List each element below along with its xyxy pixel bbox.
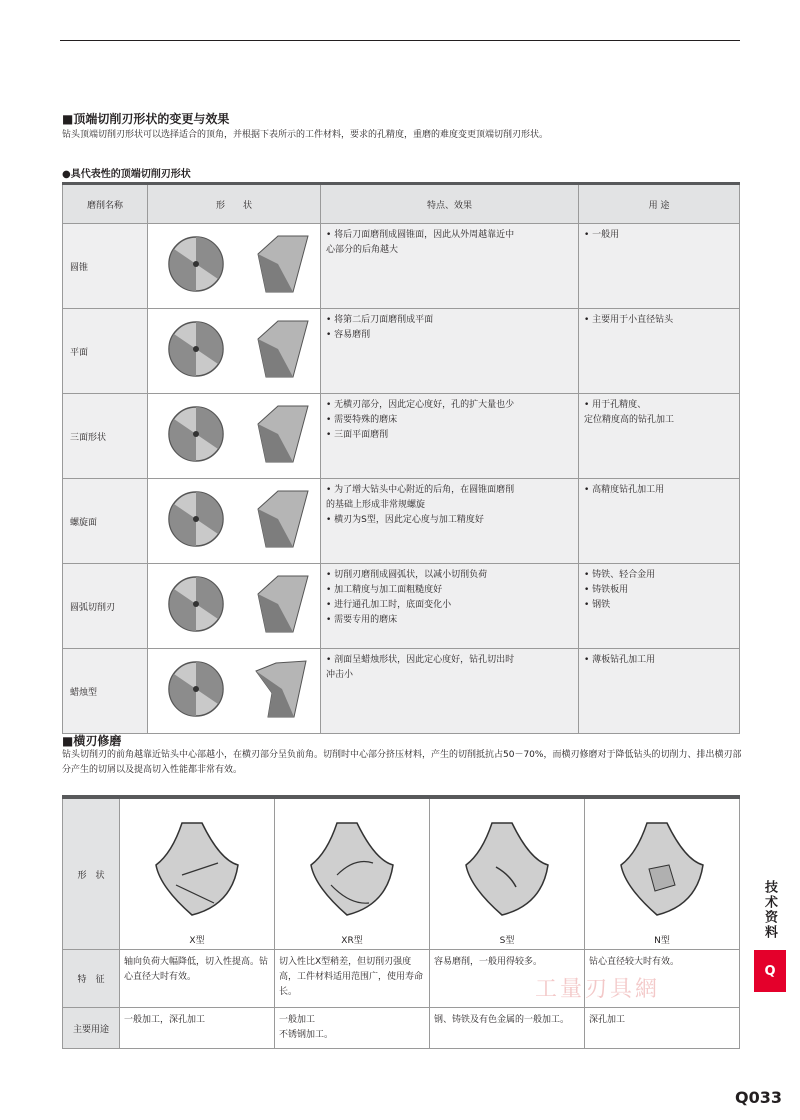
type-label: XR型: [341, 936, 363, 946]
thinning-type-cell: [120, 797, 275, 950]
use-line: • 铸铁板用: [584, 585, 629, 595]
feature-line: • 横刃为S型，因此定心度与加工精度好: [326, 515, 484, 525]
row-name: 圆锥: [63, 224, 148, 309]
table-row: [63, 309, 740, 394]
top-rule: [60, 40, 740, 41]
section2-title: ■横刃修磨: [62, 734, 122, 748]
section2-desc: 钻头切削刃的前角越靠近钻头中心部越小，在横刃部分呈负前角。切削时中心部分挤压材料，产生的切削抵抗占50－70%，而横刃修磨对于降低钻头的切削力、排出横刃部分产生的切屑以及提高切入性能都非常有效。: [62, 750, 742, 775]
drill-illustration: [148, 564, 318, 644]
tip-shape-table: [62, 182, 740, 734]
table-row: [63, 649, 740, 734]
thinning-x-illustration: [120, 805, 274, 933]
row-name: 圆弧切削刃: [63, 564, 148, 649]
drill-illustration: [148, 649, 318, 729]
web-thinning-table: [62, 795, 740, 1049]
section1-desc: 钻头顶端切削刃形状可以选择适合的顶角，并根据下表所示的工件材料，要求的孔精度，重磨的难度变更顶端切削刃形状。: [62, 130, 549, 140]
row-name: 三面形状: [63, 394, 148, 479]
row-name: 平面: [63, 309, 148, 394]
feature-line: • 需要特殊的磨床: [326, 415, 398, 425]
drill-illustration: [148, 224, 318, 304]
feature-line: • 为了增大钻头中心附近的后角，在圆锥面磨削: [326, 485, 515, 495]
thinning-s-illustration: [430, 805, 584, 933]
drill-illustration: [148, 394, 318, 474]
type-use: 深孔加工: [585, 1008, 740, 1049]
table-row: [63, 394, 740, 479]
drill-tip-image: [148, 224, 321, 309]
drill-illustration: [148, 309, 318, 389]
thinning-type-cell: [430, 797, 585, 950]
feature-line: • 加工精度与加工面粗糙度好: [326, 585, 443, 595]
feature-line: 的基础上形成非常规螺旋: [326, 500, 426, 510]
header-name: 磨削名称: [63, 184, 148, 224]
header-uses: 用 途: [579, 184, 740, 224]
type-feature: 切入性比X型稍差，但切削刃强度高，工件材料适用范围广，使用寿命长。: [275, 950, 430, 1008]
row-header-shape: 形 状: [63, 797, 120, 950]
feature-line: 冲击小: [326, 670, 354, 680]
type-label: X型: [189, 936, 205, 946]
drill-tip-image: [148, 649, 321, 734]
type-label: S型: [499, 936, 515, 946]
feature-line: • 需要专用的磨床: [326, 615, 398, 625]
thinning-n-illustration: [585, 805, 739, 933]
feature-line: • 进行通孔加工时，底面变化小: [326, 600, 452, 610]
drill-tip-image: [148, 564, 321, 649]
use-line: • 主要用于小直径钻头: [584, 315, 674, 325]
drill-tip-image: [148, 309, 321, 394]
feature-line: • 将后刀面磨削成圆锥面，因此从外周越靠近中: [326, 230, 515, 240]
row-header-feature: 特 征: [63, 950, 120, 1008]
drill-tip-image: [148, 479, 321, 564]
thinning-type-cell: [585, 797, 740, 950]
thinning-xr-illustration: [275, 805, 429, 933]
feature-line: • 无横刃部分，因此定心度好，孔的扩大量也少: [326, 400, 515, 410]
side-tab-q[interactable]: Q: [754, 950, 786, 992]
row-header-use: 主要用途: [63, 1008, 120, 1049]
use-line: • 高精度钻孔加工用: [584, 485, 665, 495]
feature-line: • 切削刃磨削成圆弧状，以减小切削负荷: [326, 570, 488, 580]
row-name: 蜡烛型: [63, 649, 148, 734]
use-line: • 铸铁、轻合金用: [584, 570, 656, 580]
type-use: 一般加工，深孔加工: [120, 1008, 275, 1049]
feature-line: 心部分的后角越大: [326, 245, 399, 255]
use-line: • 钢铁: [584, 600, 611, 610]
watermark-text: 工量刃具網: [535, 977, 661, 1002]
side-tab-label[interactable]: 技术资料: [762, 880, 777, 940]
drill-illustration: [148, 479, 318, 559]
thinning-type-cell: [275, 797, 430, 950]
table-row: [63, 224, 740, 309]
use-line: 定位精度高的钻孔加工: [584, 415, 675, 425]
type-feature: 轴向负荷大幅降低，切入性提高。钻心直径大时有效。: [120, 950, 275, 1008]
use-line: • 薄板钻孔加工用: [584, 655, 656, 665]
type-use: 钢、铸铁及有色金属的一般加工。: [430, 1008, 585, 1049]
feature-line: • 三面平面磨削: [326, 430, 389, 440]
type-feature: 钻心直径较大时有效。: [585, 950, 740, 1008]
page-number: Q033: [735, 1088, 782, 1107]
table-row: [63, 479, 740, 564]
row-name: 螺旋面: [63, 479, 148, 564]
use-line: • 用于孔精度、: [584, 400, 647, 410]
type-label: N型: [654, 936, 670, 946]
drill-tip-image: [148, 394, 321, 479]
table-row: [63, 564, 740, 649]
feature-line: • 将第二后刀面磨削成平面: [326, 315, 434, 325]
section1-title: ■顶端切削刃形状的变更与效果: [62, 112, 230, 126]
use-line: • 一般用: [584, 230, 620, 240]
type-use: 一般加工 不锈钢加工。: [275, 1008, 430, 1049]
header-features: 特点、效果: [321, 184, 579, 224]
feature-line: • 剖面呈蜡烛形状，因此定心度好，钻孔切出时: [326, 655, 515, 665]
type-feature: 容易磨削，一般用得较多。: [430, 950, 585, 1008]
header-shape: 形 状: [148, 184, 321, 224]
feature-line: • 容易磨削: [326, 330, 371, 340]
section1-subtitle: ●具代表性的顶端切削刃形状: [62, 169, 191, 180]
